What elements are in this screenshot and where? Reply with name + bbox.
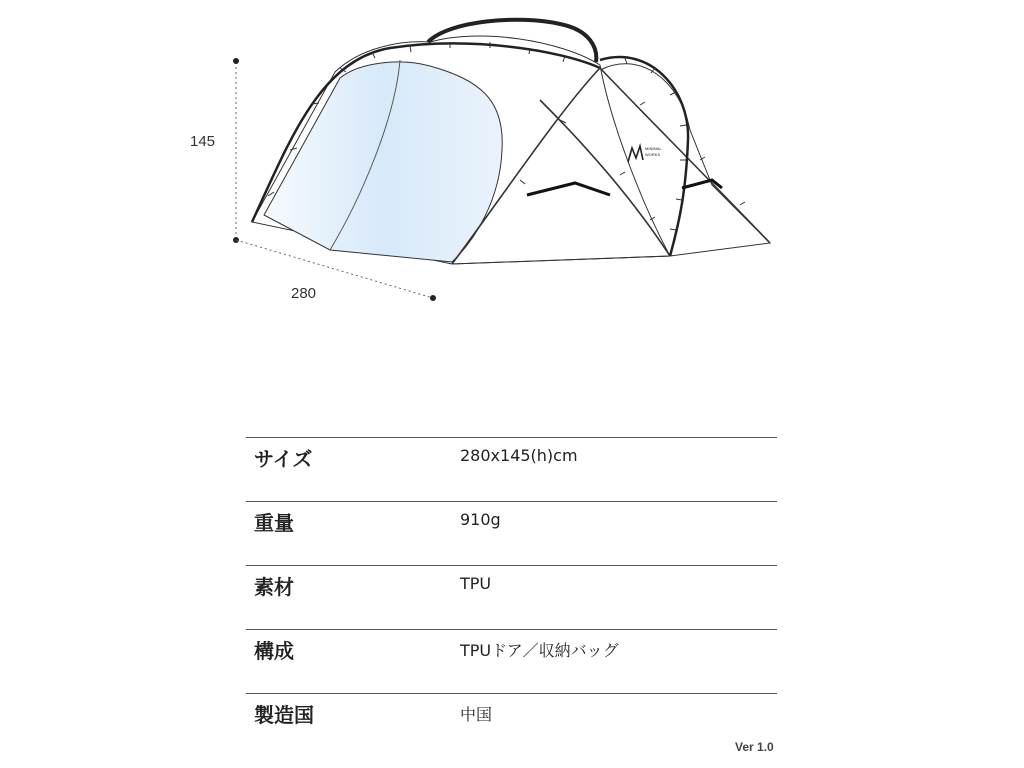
spec-value: 910g [460, 510, 501, 529]
spec-row-size [246, 437, 777, 501]
spec-row-material [246, 565, 777, 629]
spec-label: サイズ [254, 447, 313, 471]
height-dimension-line [233, 58, 239, 243]
tent-diagram [0, 0, 1024, 320]
version-label: Ver 1.0 [735, 740, 774, 754]
spec-label: 構成 [254, 639, 294, 663]
spec-label: 素材 [254, 575, 294, 599]
logo-text-1: MINIMAL [645, 146, 662, 151]
spec-value: 中国 [460, 705, 493, 724]
spec-value: TPUドア／収納バッグ [460, 641, 619, 660]
depth-dimension-label: 280 [291, 285, 317, 302]
spec-row-origin [246, 693, 777, 757]
spec-label: 重量 [254, 511, 294, 535]
spec-value: TPU [460, 574, 492, 593]
height-dimension-label: 145 [190, 133, 216, 150]
spec-value: 280x145(h)cm [460, 446, 578, 465]
spec-row-components [246, 629, 777, 693]
tent-illustration [0, 0, 1024, 320]
logo-text-2: WORKS [645, 152, 661, 157]
tent-door-window [264, 62, 502, 262]
spec-table [246, 437, 777, 757]
spec-label: 製造国 [254, 703, 314, 727]
spec-row-weight [246, 501, 777, 565]
